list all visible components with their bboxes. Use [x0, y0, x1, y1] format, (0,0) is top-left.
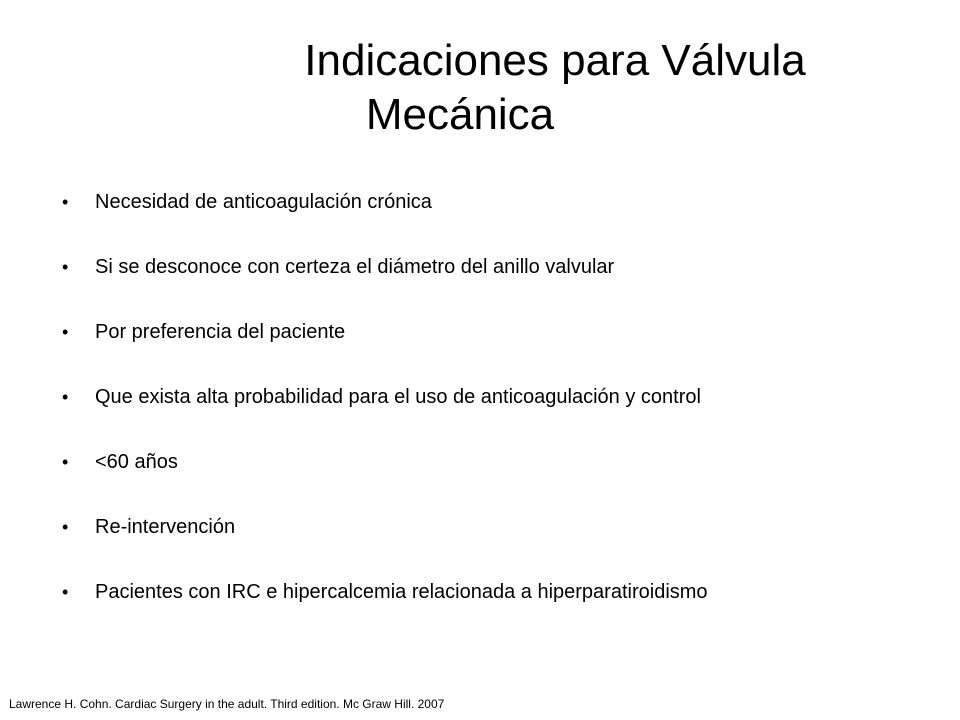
- slide-title: [170, 34, 910, 142]
- bullet-item: [62, 182, 922, 247]
- bullet-icon: •: [62, 322, 69, 342]
- bullet-icon: •: [62, 192, 69, 212]
- bullet-icon: •: [62, 387, 69, 407]
- bullet-text: Necesidad de anticoagulación crónica: [95, 191, 432, 213]
- bullet-text: Pacientes con IRC e hipercalcemia relacionada a hiperparatiroidismo: [95, 581, 708, 603]
- bullet-item: [62, 442, 922, 507]
- bullet-icon: •: [62, 582, 69, 602]
- bullet-item: [62, 312, 922, 377]
- bullet-text: Si se desconoce con certeza el diámetro del anillo valvular: [95, 256, 615, 278]
- bullet-text: <60 años: [95, 451, 178, 473]
- slide-title-line-1: Indicaciones para Válvula: [304, 36, 806, 85]
- bullet-icon: •: [62, 517, 69, 537]
- bullet-item: [62, 572, 922, 637]
- bullet-text: Por preferencia del paciente: [95, 321, 346, 343]
- bullet-list: [62, 182, 922, 637]
- bullet-icon: •: [62, 257, 69, 277]
- bullet-text: Re-intervención: [95, 516, 236, 538]
- bullet-item: [62, 507, 922, 572]
- citation-footer: Lawrence H. Cohn. Cardiac Surgery in the adult. Third edition. Mc Graw Hill. 2007: [9, 697, 445, 711]
- slide-title-line-2: Mecánica: [365, 90, 555, 139]
- bullet-item: [62, 377, 922, 442]
- bullet-icon: •: [62, 452, 69, 472]
- bullet-item: [62, 247, 922, 312]
- bullet-text: Que exista alta probabilidad para el uso de anticoagulación y control: [95, 386, 701, 408]
